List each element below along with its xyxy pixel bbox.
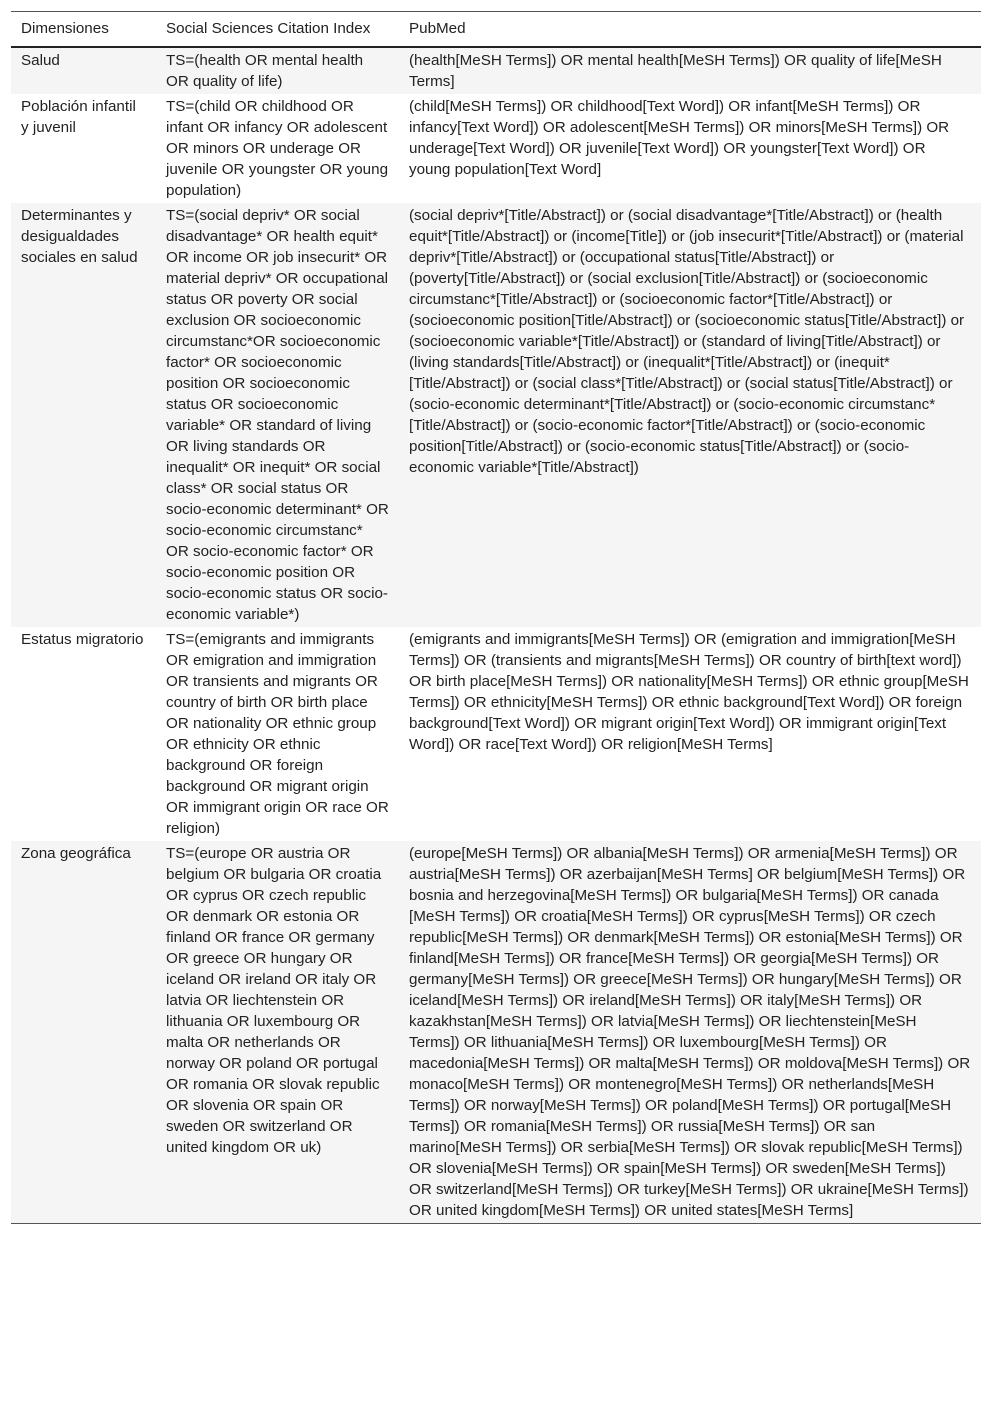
table-row [11, 841, 981, 1224]
pubmed-query-cell: (health[MeSH Terms]) OR mental health[MeSH Terms]) OR quality of life[MeSH Terms] [399, 47, 981, 94]
pubmed-query-cell: (child[MeSH Terms]) OR childhood[Text Word]) OR infant[MeSH Terms]) OR infancy[Text Word]) OR adolescent[MeSH Terms]) OR minors[MeSH Terms]) OR underage[Text Word]) OR juvenile[Text Word]) OR youngster[Text Word]) OR young population[Text Word] [399, 94, 981, 203]
ssci-query-cell: TS=(emigrants and immigrants OR emigration and immigration OR transients and migrants OR country of birth OR birth place OR nationality OR ethnic group OR ethnicity OR ethnic background OR foreign background OR migrant origin OR immigrant origin OR race OR religion) [156, 627, 399, 841]
dimension-cell: Población infantil y juvenil [11, 94, 156, 203]
header-row [11, 12, 981, 48]
search-strategy-table-container [11, 11, 981, 1224]
table-row [11, 47, 981, 94]
header-pubmed: PubMed [409, 20, 466, 37]
table-body [11, 47, 981, 1224]
pubmed-query-cell: (emigrants and immigrants[MeSH Terms]) OR (emigration and immigration[MeSH Terms]) OR (transients and migrants[MeSH Terms]) OR country of birth[text word]) OR birth place[MeSH Terms]) OR nationality[MeSH Terms]) OR ethnic group[MeSH Terms]) OR ethnicity[MeSH Terms]) OR ethnic background[Text Word]) OR foreign background[Text Word]) OR migrant origin[Text Word]) OR immigrant origin[Text Word]) OR race[Text Word]) OR religion[MeSH Terms] [399, 627, 981, 841]
header-ssci: Social Sciences Citation Index [166, 20, 371, 37]
table-row [11, 627, 981, 841]
ssci-query-cell: TS=(child OR childhood OR infant OR infancy OR adolescent OR minors OR underage OR juvenile OR youngster OR young population) [156, 94, 399, 203]
ssci-query-cell: TS=(health OR mental health OR quality of life) [156, 47, 399, 94]
table-row [11, 94, 981, 203]
dimension-cell: Zona geográfica [11, 841, 156, 1224]
table-row [11, 203, 981, 627]
ssci-query-cell: TS=(social depriv* OR social disadvantage* OR health equit* OR income OR job insecurit* OR material depriv* OR occupational status OR poverty OR social exclusion OR socioeconomic circumstanc*OR socioeconomic factor* OR socioeconomic position OR socioeconomic status OR socioeconomic variable* OR standard of living OR living standards OR inequalit* OR inequit* OR social class* OR social status OR socio-economic determinant* OR socio-economic circumstanc* OR socio-economic factor* OR socio-economic position OR socio-economic status OR socio-economic variable*) [156, 203, 399, 627]
header-dimensiones: Dimensiones [21, 20, 109, 37]
pubmed-query-cell: (europe[MeSH Terms]) OR albania[MeSH Terms]) OR armenia[MeSH Terms]) OR austria[MeSH Terms]) OR azerbaijan[MeSH Terms] OR belgium[MeSH Terms]) OR bosnia and herzegovina[MeSH Terms]) OR bulgaria[MeSH Terms]) OR canada [MeSH Terms]) OR croatia[MeSH Terms]) OR cyprus[MeSH Terms]) OR czech republic[MeSH Terms]) OR denmark[MeSH Terms]) OR estonia[MeSH Terms]) OR finland[MeSH Terms]) OR france[MeSH Terms]) OR georgia[MeSH Terms]) OR germany[MeSH Terms]) OR greece[MeSH Terms]) OR hungary[MeSH Terms]) OR iceland[MeSH Terms]) OR ireland[MeSH Terms]) OR italy[MeSH Terms]) OR kazakhstan[MeSH Terms]) OR latvia[MeSH Terms]) OR liechtenstein[MeSH Terms]) OR lithuania[MeSH Terms]) OR luxembourg[MeSH Terms]) OR macedonia[MeSH Terms]) OR malta[MeSH Terms]) OR moldova[MeSH Terms]) OR monaco[MeSH Terms]) OR montenegro[MeSH Terms]) OR netherlands[MeSH Terms]) OR norway[MeSH Terms]) OR poland[MeSH Terms]) OR portugal[MeSH Terms]) OR romania[MeSH Terms]) OR russia[MeSH Terms]) OR san marino[MeSH Terms]) OR serbia[MeSH Terms]) OR slovak republic[MeSH Terms]) OR slovenia[MeSH Terms]) OR spain[MeSH Terms]) OR sweden[MeSH Terms]) OR switzerland[MeSH Terms]) OR turkey[MeSH Terms]) OR ukraine[MeSH Terms]) OR united kingdom[MeSH Terms]) OR united states[MeSH Terms] [399, 841, 981, 1224]
search-strategy-table [11, 11, 981, 1224]
dimension-cell: Estatus migratorio [11, 627, 156, 841]
ssci-query-cell: TS=(europe OR austria OR belgium OR bulgaria OR croatia OR cyprus OR czech republic OR denmark OR estonia OR finland OR france OR germany OR greece OR hungary OR iceland OR ireland OR italy OR latvia OR liechtenstein OR lithuania OR luxembourg OR malta OR netherlands OR norway OR poland OR portugal OR romania OR slovak republic OR slovenia OR spain OR sweden OR switzerland OR united kingdom OR uk) [156, 841, 399, 1224]
pubmed-query-cell: (social depriv*[Title/Abstract]) or (social disadvantage*[Title/Abstract]) or (health equit*[Title/Abstract]) or (income[Title]) or (job insecurit*[Title/Abstract]) or (material depriv*[Title/Abstract]) or (occupational status[Title/Abstract]) or (poverty[Title/Abstract]) or (social exclusion[Title/Abstract]) or (socioeconomic circumstanc*[Title/Abstract]) or (socioeconomic factor*[Title/Abstract]) or (socioeconomic position[Title/Abstract]) or (socioeconomic status[Title/Abstract]) or (socioeconomic variable*[Title/Abstract]) or (standard of living[Title/Abstract]) or (living standards[Title/Abstract]) or (inequalit*[Title/Abstract]) or (inequit*[Title/Abstract]) or (social class*[Title/Abstract]) or (social status[Title/Abstract]) or (socio-economic determinant*[Title/Abstract]) or (socio-economic circumstanc*[Title/Abstract]) or (socio-economic factor*[Title/Abstract]) or (socio-economic position[Title/Abstract]) or (socio-economic status[Title/Abstract]) or (socio-economic variable*[Title/Abstract]) [399, 203, 981, 627]
table-header [11, 12, 981, 48]
dimension-cell: Salud [11, 47, 156, 94]
dimension-cell: Determinantes y desigualdades sociales en salud [11, 203, 156, 627]
